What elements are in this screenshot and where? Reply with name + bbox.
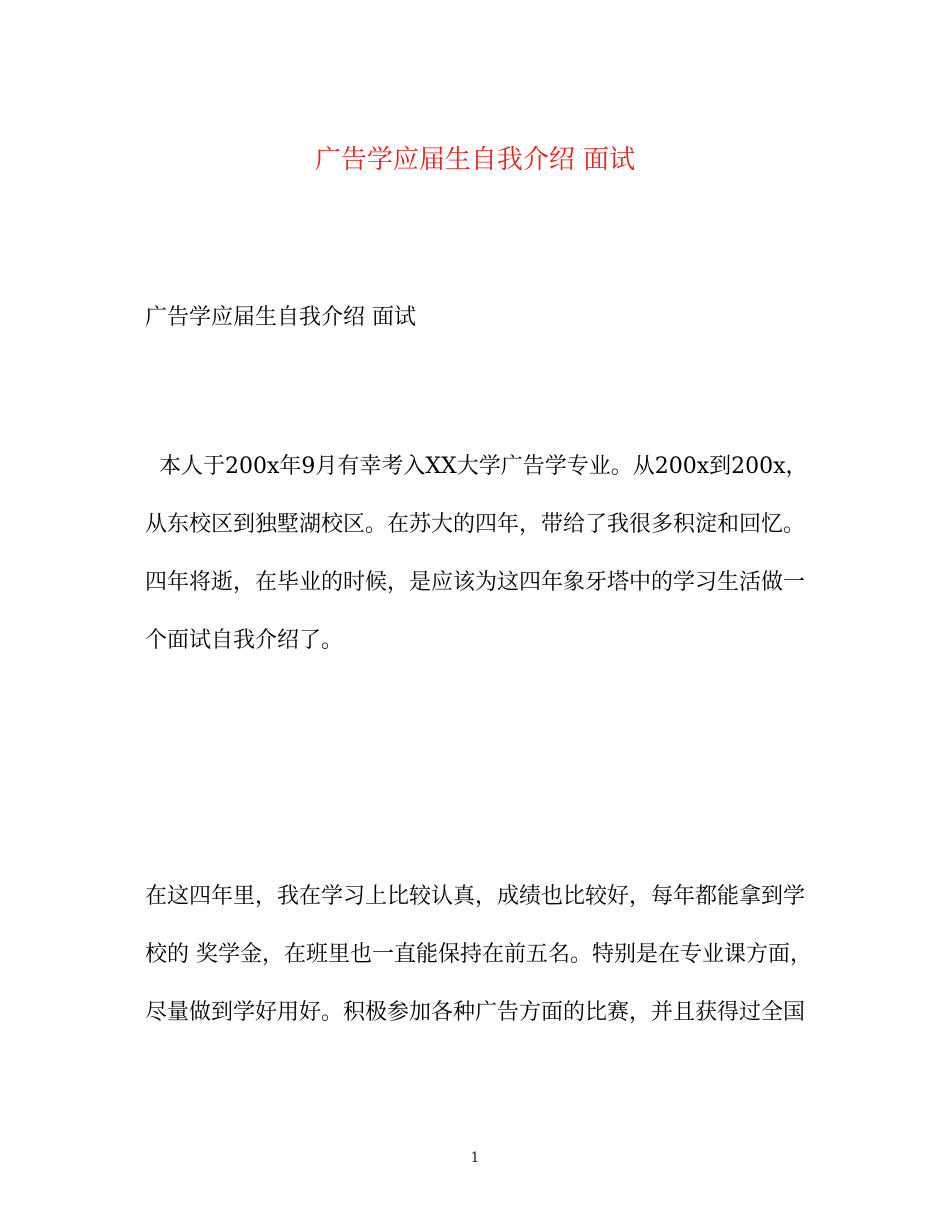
- paragraph-2: [145, 868, 812, 1042]
- paragraph-line: 四年将逝，在毕业的时候，是应该为这四年象牙塔中的学习生活做一: [145, 570, 806, 595]
- paragraph-1: [145, 438, 808, 670]
- document-title: 广告学应届生自我介绍 面试: [314, 145, 636, 175]
- paragraph-line: 本人于200x年9月有幸考入XX大学广告学专业。从200x到200x，: [145, 454, 808, 479]
- paragraph-line: 校的 奖学金，在班里也一直能保持在前五名。特别是在专业课方面，: [145, 942, 812, 967]
- paragraph-line: 从东校区到独墅湖校区。在苏大的四年，带给了我很多积淀和回忆。: [145, 512, 806, 537]
- page-number: 1: [470, 1150, 480, 1166]
- paragraph-line: 在这四年里，我在学习上比较认真，成绩也比较好，每年都能拿到学: [145, 884, 806, 909]
- paragraph-line: 尽量做到学好用好。积极参加各种广告方面的比赛，并且获得过全国: [145, 1000, 806, 1025]
- document-subtitle: 广告学应届生自我介绍 面试: [145, 305, 416, 330]
- paragraph-line: 个面试自我介绍了。: [145, 628, 344, 653]
